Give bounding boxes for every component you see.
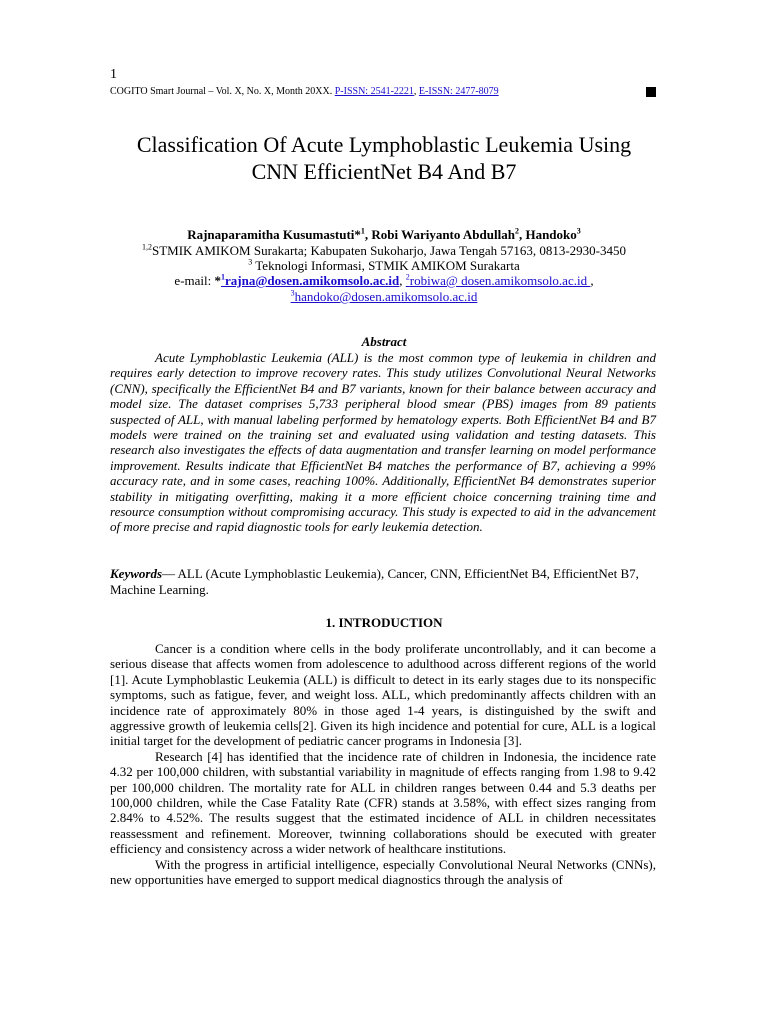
introduction-body	[110, 641, 656, 888]
p-issn-link[interactable]: P-ISSN: 2541-2221	[334, 86, 414, 97]
email-1-text: rajna@dosen.amikomsolo.ac.id	[225, 273, 400, 288]
email-3-text: handoko@dosen.amikomsolo.ac.id	[294, 289, 478, 304]
intro-paragraph: Cancer is a condition where cells in the body proliferate uncontrollably, and it can become a serious disease that affects women from adolescence to adulthood across different regions of the world [1]. Acute Lymphoblastic Leukemia (ALL) is difficult to detect in its early stages due to its nonspecific symptoms, such as fatigue, fever, and weight loss. ALL, which predominantly affects children with an incidence rate of approximately 80% in those aged 1-4 years, is distinguished by the swift and aggressive growth of leukemia cells[2]. Given its high incidence and potential for cure, ALL is a logical initial target for the development of pediatric cancer programs in Indonesia [3].	[110, 641, 656, 749]
intro-paragraph: Research [4] has identified that the incidence rate of children in Indonesia, the incidence rate 4.32 per 100,000 children, with substantial variability in magnitude of effects ranging from 1.98 to 9.42 per 100,000 children. The mortality rate for ALL in children ranges between 0.44 and 5.3 deaths per 100,000 children, while the Case Fatality Rate (CFR) stands at 3.58%, with effect sizes ranging from 2.84% to 4.52%. The results suggest that the estimated incidence of ALL in children necessitates reassessment and refinement. Moreover, twinning collaborations should be executed with greater efficiency and consistency across a wider network of healthcare institutions.	[110, 748, 656, 857]
keywords	[110, 566, 656, 597]
journal-name: COGITO Smart Journal – Vol. X, No. X, Month 20XX.	[110, 86, 333, 97]
author-list	[100, 227, 668, 243]
email-link-2[interactable]	[405, 272, 594, 288]
author-2: , Robi Wariyanto Abdullah	[364, 227, 515, 242]
email-separator-1: ,	[399, 273, 406, 288]
e-issn-link[interactable]: E-ISSN: 2477-8079	[418, 86, 499, 97]
affiliation-2-text: Teknologi Informasi, STMIK AMIKOM Surakarta	[252, 258, 520, 273]
affiliation-2-sup: 3	[248, 257, 253, 267]
abstract-heading: Abstract	[361, 334, 407, 349]
header-square-mark	[646, 87, 656, 97]
keywords-text: — ALL (Acute Lymphoblastic Leukemia), Cancer, CNN, EfficientNet B4, EfficientNet B7, Machine Learning.	[110, 566, 639, 597]
issn-separator: ,	[413, 86, 417, 97]
email-label: e-mail:	[174, 273, 215, 288]
affiliation-1	[100, 243, 668, 259]
author-2-sup: 2	[514, 226, 519, 236]
email-star: *	[214, 273, 221, 288]
abstract-text: Acute Lymphoblastic Leukemia (ALL) is the most common type of leukemia in children and requires early detection to improve recovery rates. This study utilizes Convolutional Neural Networks (CNN), specifically the EfficientNet B4 and B7 variants, known for their balance between accuracy and model size. The dataset comprises 5,733 peripheral blood smear (PBS) images from 89 patients suspected of ALL, with manual labeling performed by hematology experts. Both EfficientNet B4 and B7 models were trained on the training set and evaluated using validation and testing datasets. This research also investigates the effects of data augmentation and transfer learning on model performance improvement. Results indicate that EfficientNet B4 matches the performance of B7, achieving a 99% accuracy rate, and in some cases, reaching 100%. Additionally, EfficientNet B4 demonstrates superior stability in mitigating overfitting, making it a more efficient choice concerning training time and resource consumption without compromising accuracy. This study is expected to aid in the advancement of more precise and rapid diagnostic tools for early leukemia detection.	[110, 350, 656, 535]
title-line-2: CNN EfficientNet B4 And B7	[251, 159, 517, 184]
author-1: Rajnaparamitha Kusumastuti*	[187, 227, 361, 242]
author-3-sup: 3	[576, 226, 581, 236]
email-2-sup: 2	[405, 272, 410, 282]
email-separator-2: ,	[590, 273, 594, 288]
email-3-sup: 3	[290, 288, 295, 298]
affiliation-1-sup: 1,2	[142, 242, 152, 252]
affiliation-2	[100, 258, 668, 274]
email-1-sup: 1	[221, 272, 225, 282]
journal-header	[110, 86, 499, 97]
author-1-sup: 1	[360, 226, 365, 236]
author-3: , Handoko	[518, 227, 577, 242]
intro-paragraph: With the progress in artificial intelligence, especially Convolutional Neural Networks (CNNs), new opportunities have emerged to support medical diagnostics through the analysis of	[110, 856, 656, 888]
email-link-1[interactable]	[221, 273, 399, 288]
affiliation-1-text: STMIK AMIKOM Surakarta; Kabupaten Sukoharjo, Jawa Tengah 57163, 0813-2930-3450	[152, 243, 626, 258]
paper-title	[100, 131, 668, 185]
section-heading-introduction: 1. INTRODUCTION	[325, 615, 443, 630]
keywords-label: Keywords	[110, 566, 162, 581]
page-number: 1	[110, 67, 117, 82]
email-line	[100, 273, 668, 289]
email-line-2	[100, 289, 668, 305]
email-2-text: robiwa@ dosen.amikomsolo.ac.id	[409, 273, 591, 288]
title-line-1: Classification Of Acute Lymphoblastic Leukemia Using	[136, 132, 632, 157]
email-link-3[interactable]	[291, 289, 478, 304]
